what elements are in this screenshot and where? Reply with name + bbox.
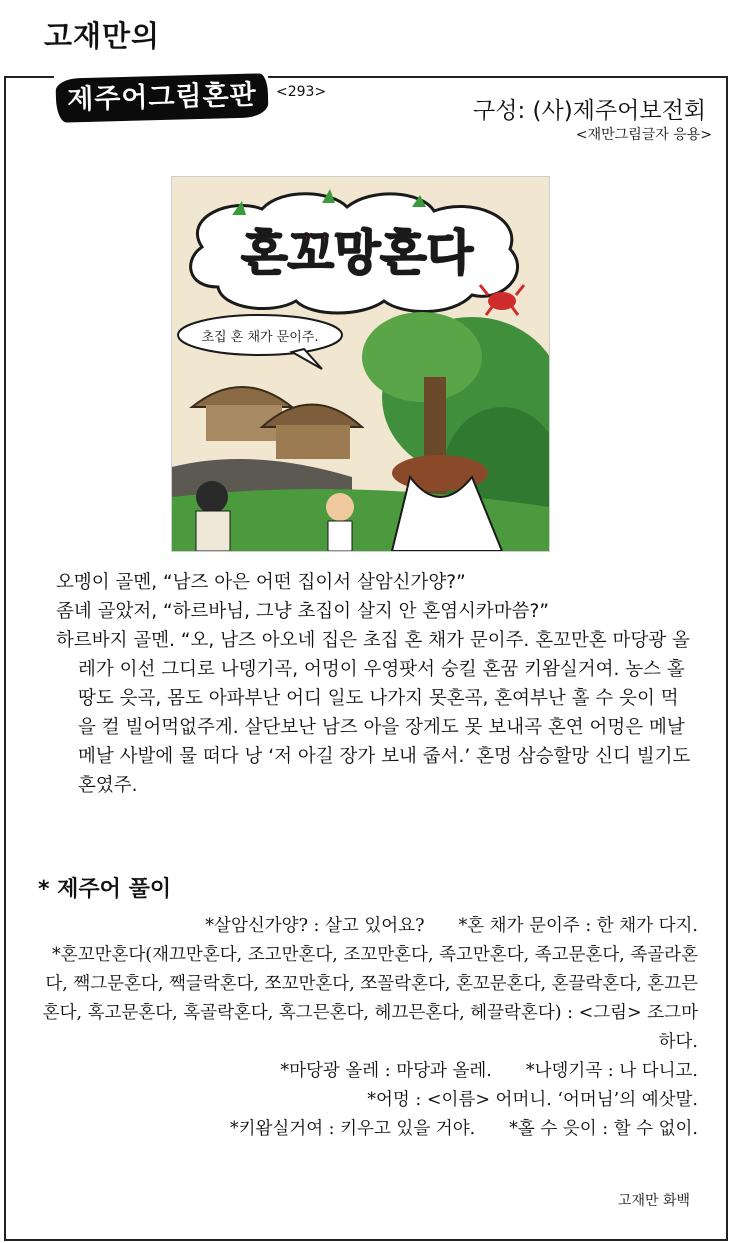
glossary-line	[30, 1115, 698, 1144]
glossary-entry: *혼 채가 문이주 : 한 채가 다지.	[458, 916, 698, 936]
glossary-entry: *살암신가양? : 살고 있어요?	[205, 916, 425, 936]
glossary-entry: *혼꼬만혼다(재끄만혼다, 조고만혼다, 조꼬만혼다, 족고만혼다, 족고문혼다, 족골라혼다, 짹그문혼다, 짹글락혼다, 쪼꼬만혼다, 쪼꼴락혼다, 혼꼬문혼다, 혼끌락혼다, 혼끄믄혼다, 혹고문혼다, 혹골락혼다, 혹그믄혼다, 헤끄믄혼다, 헤끌락혼다) : <그림> 조그마하다.	[42, 945, 698, 1052]
glossary	[30, 912, 698, 1144]
glossary-line	[30, 1057, 698, 1086]
speech-bubble-text: 초집 혼 채가 문이주.	[201, 330, 319, 345]
glossary-line	[30, 912, 698, 941]
glossary-entry: *홀 수 읏이 : 할 수 없이.	[509, 1119, 698, 1139]
series-title: 고재만의	[44, 19, 161, 53]
glossary-entry: *나뎅기곡 : 나 다니고.	[525, 1061, 698, 1081]
cartoon-illustration	[171, 176, 550, 552]
artist-signature: 고재만 화백	[617, 1193, 690, 1209]
issue-number: <293>	[276, 84, 327, 100]
glossary-entry: *어멍 : <이름> 어머니. ‘어머님’의 예삿말.	[367, 1090, 698, 1110]
glossary-heading: * 제주어 풀이	[38, 877, 172, 902]
story-paragraph: 하르바지 골멘. “오, 남즈 아오네 집은 초집 혼 채가 문이주. 혼꼬만혼 마당광 올레가 이선 그디로 나뎅기곡, 어멍이 우영팟서 숭킬 혼꿈 키왐실거여. 농스 홀 땅도 읏곡, 몸도 아파부난 어디 일도 나가지 못혼곡, 혼여부난 홀 수 읏이 먹을 컬 빌어먹없주게. 살단보난 남즈 아을 장게도 못 보내곡 혼연 어멍은 메날 메날 사발에 물 떠다 낭 ‘저 아길 장가 보내 줍서.’ 혼멍 삼승할망 신디 빌기도 혼였주.	[56, 630, 691, 796]
organization-credit: 구성: (사)제주어보전회	[473, 98, 706, 124]
glossary-line	[30, 941, 698, 1057]
glossary-entry: *키왐실거여 : 키우고 있을 거야.	[229, 1119, 476, 1139]
font-credit: <재만그림글자 응용>	[575, 127, 712, 143]
illustration-title: 혼꼬망혼다	[241, 225, 473, 281]
story-text	[56, 568, 696, 800]
column-logo: 제주어그림혼판	[55, 73, 268, 123]
story-paragraph: 오멩이 골멘, “남즈 아은 어떤 집이서 살암신가양?”	[56, 572, 466, 593]
story-paragraph: 좀녜 골았저, “하르바님, 그냥 초집이 살지 안 혼염시카마씀?”	[56, 601, 549, 622]
glossary-line	[30, 1086, 698, 1115]
glossary-entry: *마당광 올레 : 마당과 올레.	[280, 1061, 492, 1081]
